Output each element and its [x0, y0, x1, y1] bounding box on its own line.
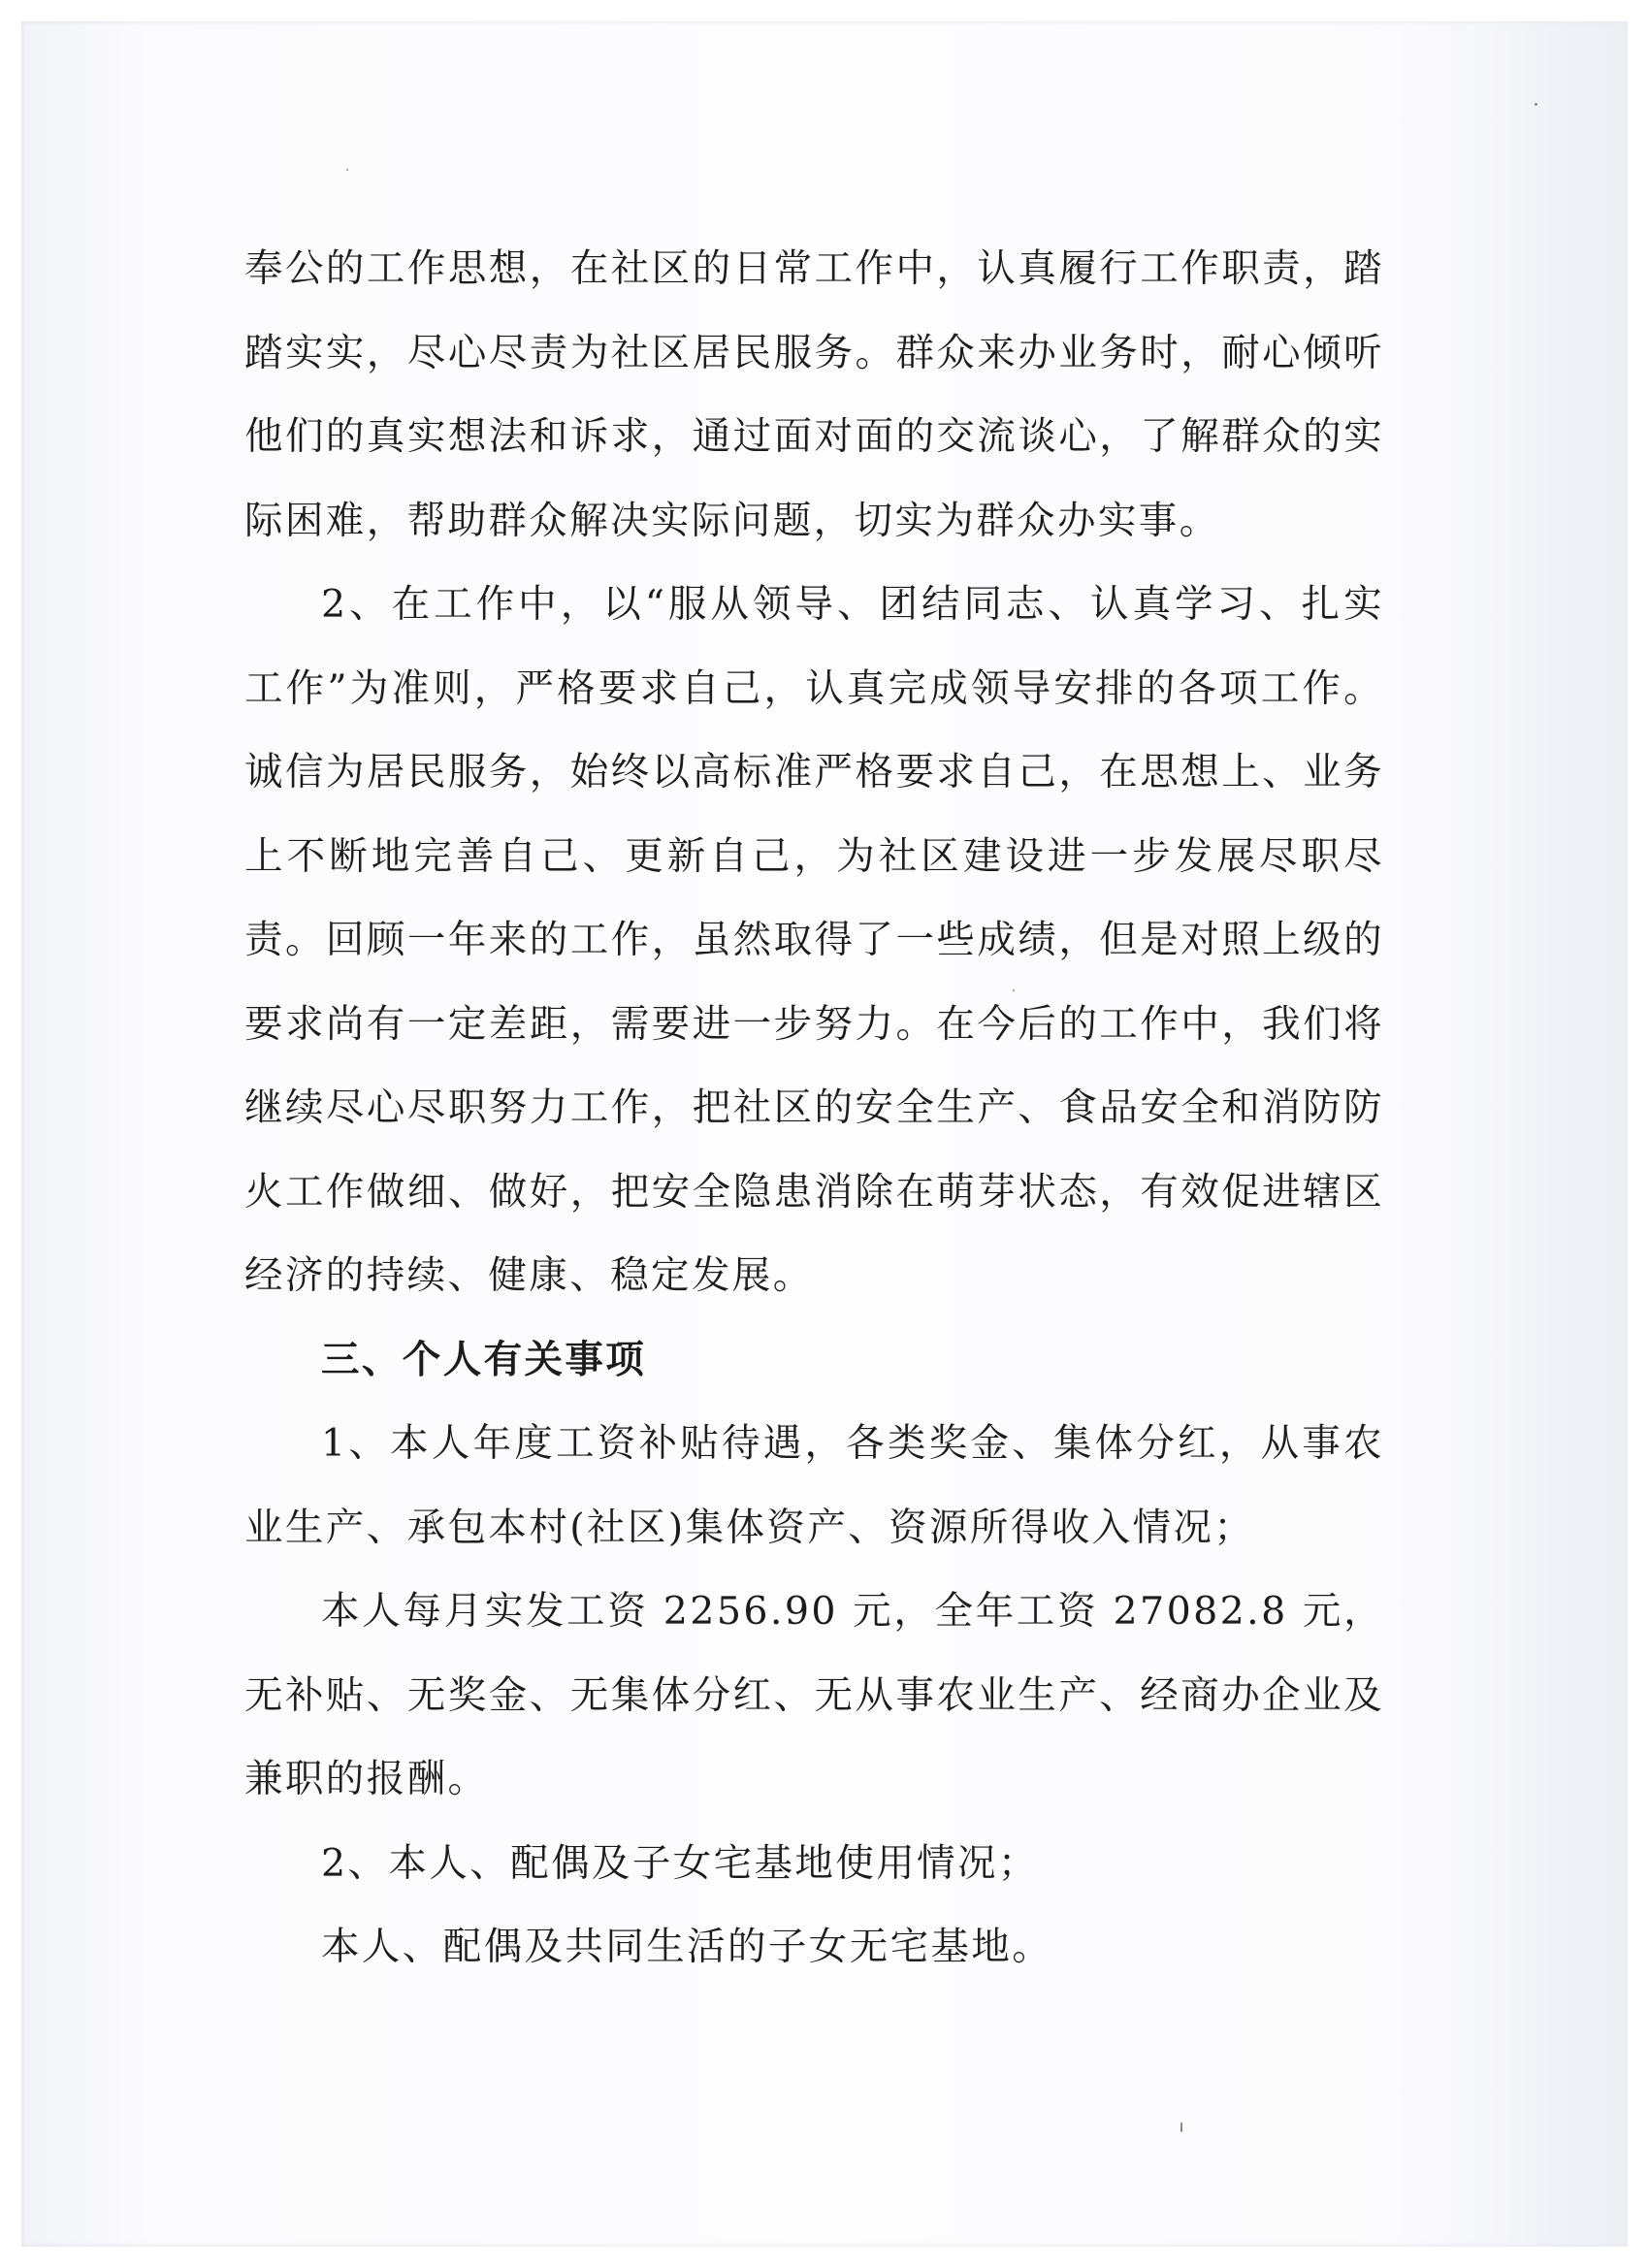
paragraph-item-2: 2、本人、配偶及子女宅基地使用情况； [321, 1840, 1039, 1886]
paragraph-2: 2、在工作中，以“服从领导、团结同志、认真学习、扎实工作”为准则，严格要求自己，认真完成领导安排的各项工作。诚信为居民服务，始终以高标准严格要求自己，在思想上、业务上不断地完善自己、更新自己，为社区建设进一步发展尽职尽责。回顾一年来的工作，虽然取得了一些成绩，但是对照上级的要求尚有一定差距，需要进一步努力。在今后的工作中，我们将继续尽心尽职努力工作，把社区的安全生产、食品安全和消防防火工作做细、做好，把安全隐患消除在萌芽状态，有效促进辖区经济的持续、健康、稳定发展。 [244, 582, 1384, 1298]
scan-speck [1535, 103, 1537, 106]
paragraph-item-1: 1、本人年度工资补贴待遇，各类奖金、集体分红，从事农业生产、承包本村(社区)集体资产、资源所得收入情况； [244, 1421, 1384, 1550]
paragraph-homestead: 本人、配偶及共同生活的子女无宅基地。 [321, 1925, 1053, 1969]
scan-speck [1180, 2122, 1182, 2132]
scan-speck [346, 169, 348, 171]
section-heading: 三、个人有关事项 [321, 1337, 647, 1382]
scan-shadow [1385, 21, 1628, 2247]
document-page [21, 21, 1628, 2247]
document-body [244, 227, 1384, 1990]
paragraph-salary: 本人每月实发工资 2256.90 元，全年工资 27082.8 元，无补贴、无奖金、无集体分红、无从事农业生产、经商办企业及兼职的报酬。 [244, 1589, 1384, 1801]
paragraph-1: 奉公的工作思想，在社区的日常工作中，认真履行工作职责，踏踏实实，尽心尽责为社区居民服务。群众来办业务时，耐心倾听他们的真实想法和诉求，通过面对面的交流谈心，了解群众的实际困难，帮助群众解决实际问题，切实为群众办实事。 [244, 246, 1384, 543]
